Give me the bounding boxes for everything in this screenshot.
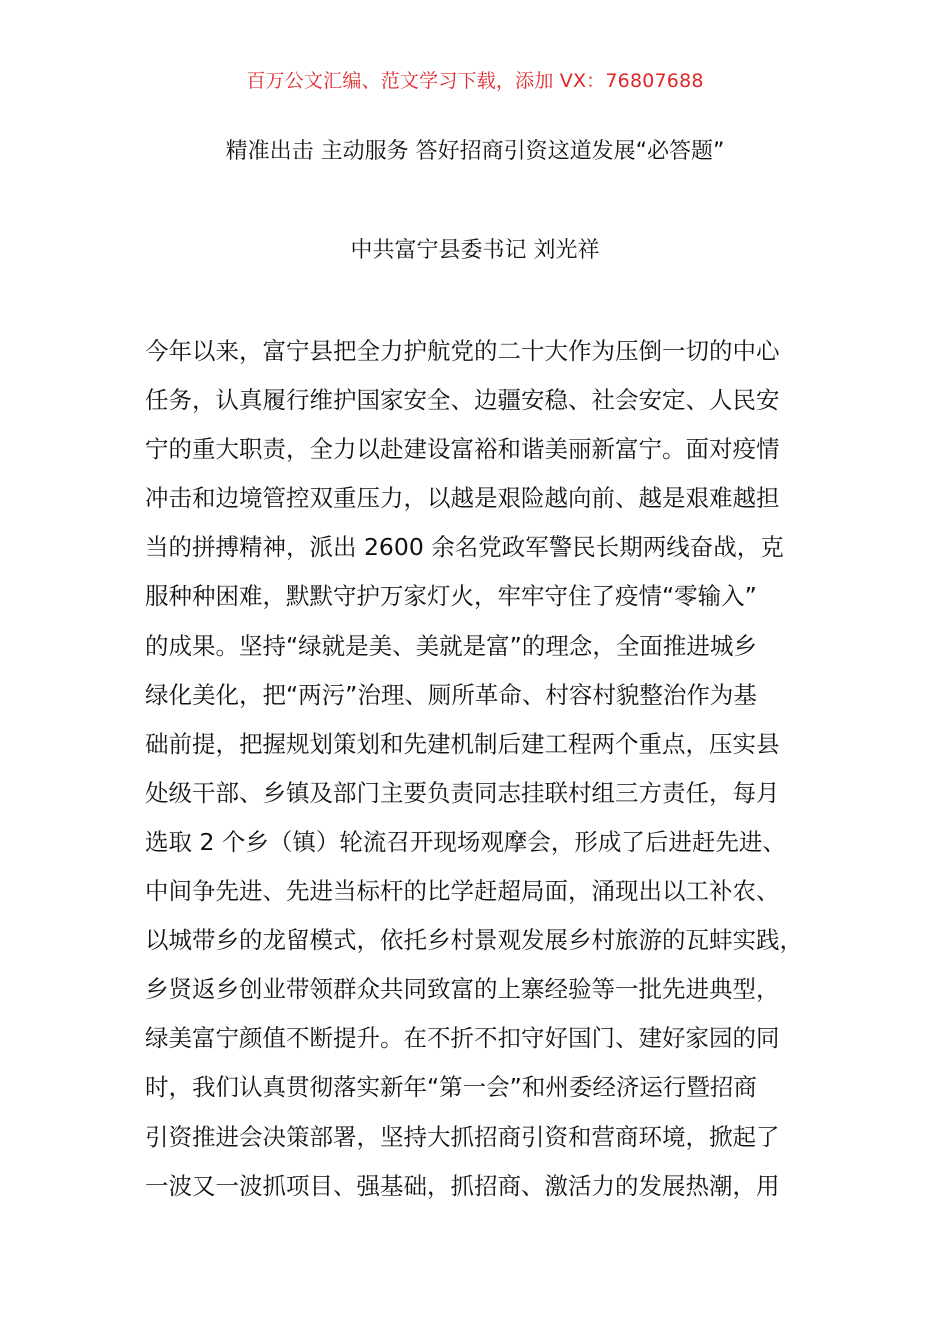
body-line: 的成果。坚持“绿就是美、美就是富”的理念，全面推进城乡 (145, 631, 757, 660)
document-author: 中共富宁县委书记 刘光祥 (350, 238, 600, 263)
body-line: 宁的重大职责，全力以赴建设富裕和谐美丽新富宁。面对疫情 (145, 435, 780, 464)
body-line: 今年以来，富宁县把全力护航党的二十大作为压倒一切的中心 (145, 337, 780, 365)
body-line: 中间争先进、先进当标杆的比学赶超局面，涌现出以工补农、 (145, 877, 780, 906)
body-line: 处级干部、乡镇及部门主要负责同志挂联村组三方责任，每月 (145, 778, 780, 807)
document-title: 精准出击 主动服务 答好招商引资这道发展“必答题” (225, 139, 725, 164)
body-line: 以城带乡的龙留模式，依托乡村景观发展乡村旅游的瓦蚌实践， (145, 926, 803, 955)
body-line: 引资推进会决策部署，坚持大抓招商引资和营商环境，掀起了 (145, 1122, 780, 1151)
body-text (145, 333, 835, 1217)
body-line: 绿美富宁颜值不断提升。在不折不扣守好国门、建好家园的同 (145, 1024, 780, 1053)
body-line: 绿化美化，把“两污”治理、厕所革命、村容村貌整治作为基 (145, 680, 757, 709)
body-line: 一波又一波抓项目、强基础，抓招商、激活力的发展热潮，用 (145, 1171, 780, 1200)
body-line: 服种种困难，默默守护万家灯火，牢牢守住了疫情“零输入” (145, 582, 757, 611)
body-line: 任务，认真履行维护国家安全、边疆安稳、社会安定、人民安 (145, 386, 780, 415)
body-line: 础前提，把握规划策划和先建机制后建工程两个重点，压实县 (145, 729, 780, 758)
body-line: 乡贤返乡创业带领群众共同致富的上寨经验等一批先进典型， (145, 975, 780, 1004)
body-line: 选取 2 个乡（镇）轮流召开现场观摩会，形成了后进赶先进、 (145, 827, 786, 856)
header-watermark-note: 百万公文汇编、范文学习下载，添加 VX：76807688 (246, 70, 704, 92)
body-line: 当的拼搏精神，派出 2600 余名党政军警民长期两线奋战，克 (145, 533, 784, 562)
body-line: 冲击和边境管控双重压力，以越是艰险越向前、越是艰难越担 (145, 484, 780, 513)
body-line: 时，我们认真贯彻落实新年“第一会”和州委经济运行暨招商 (145, 1073, 757, 1102)
